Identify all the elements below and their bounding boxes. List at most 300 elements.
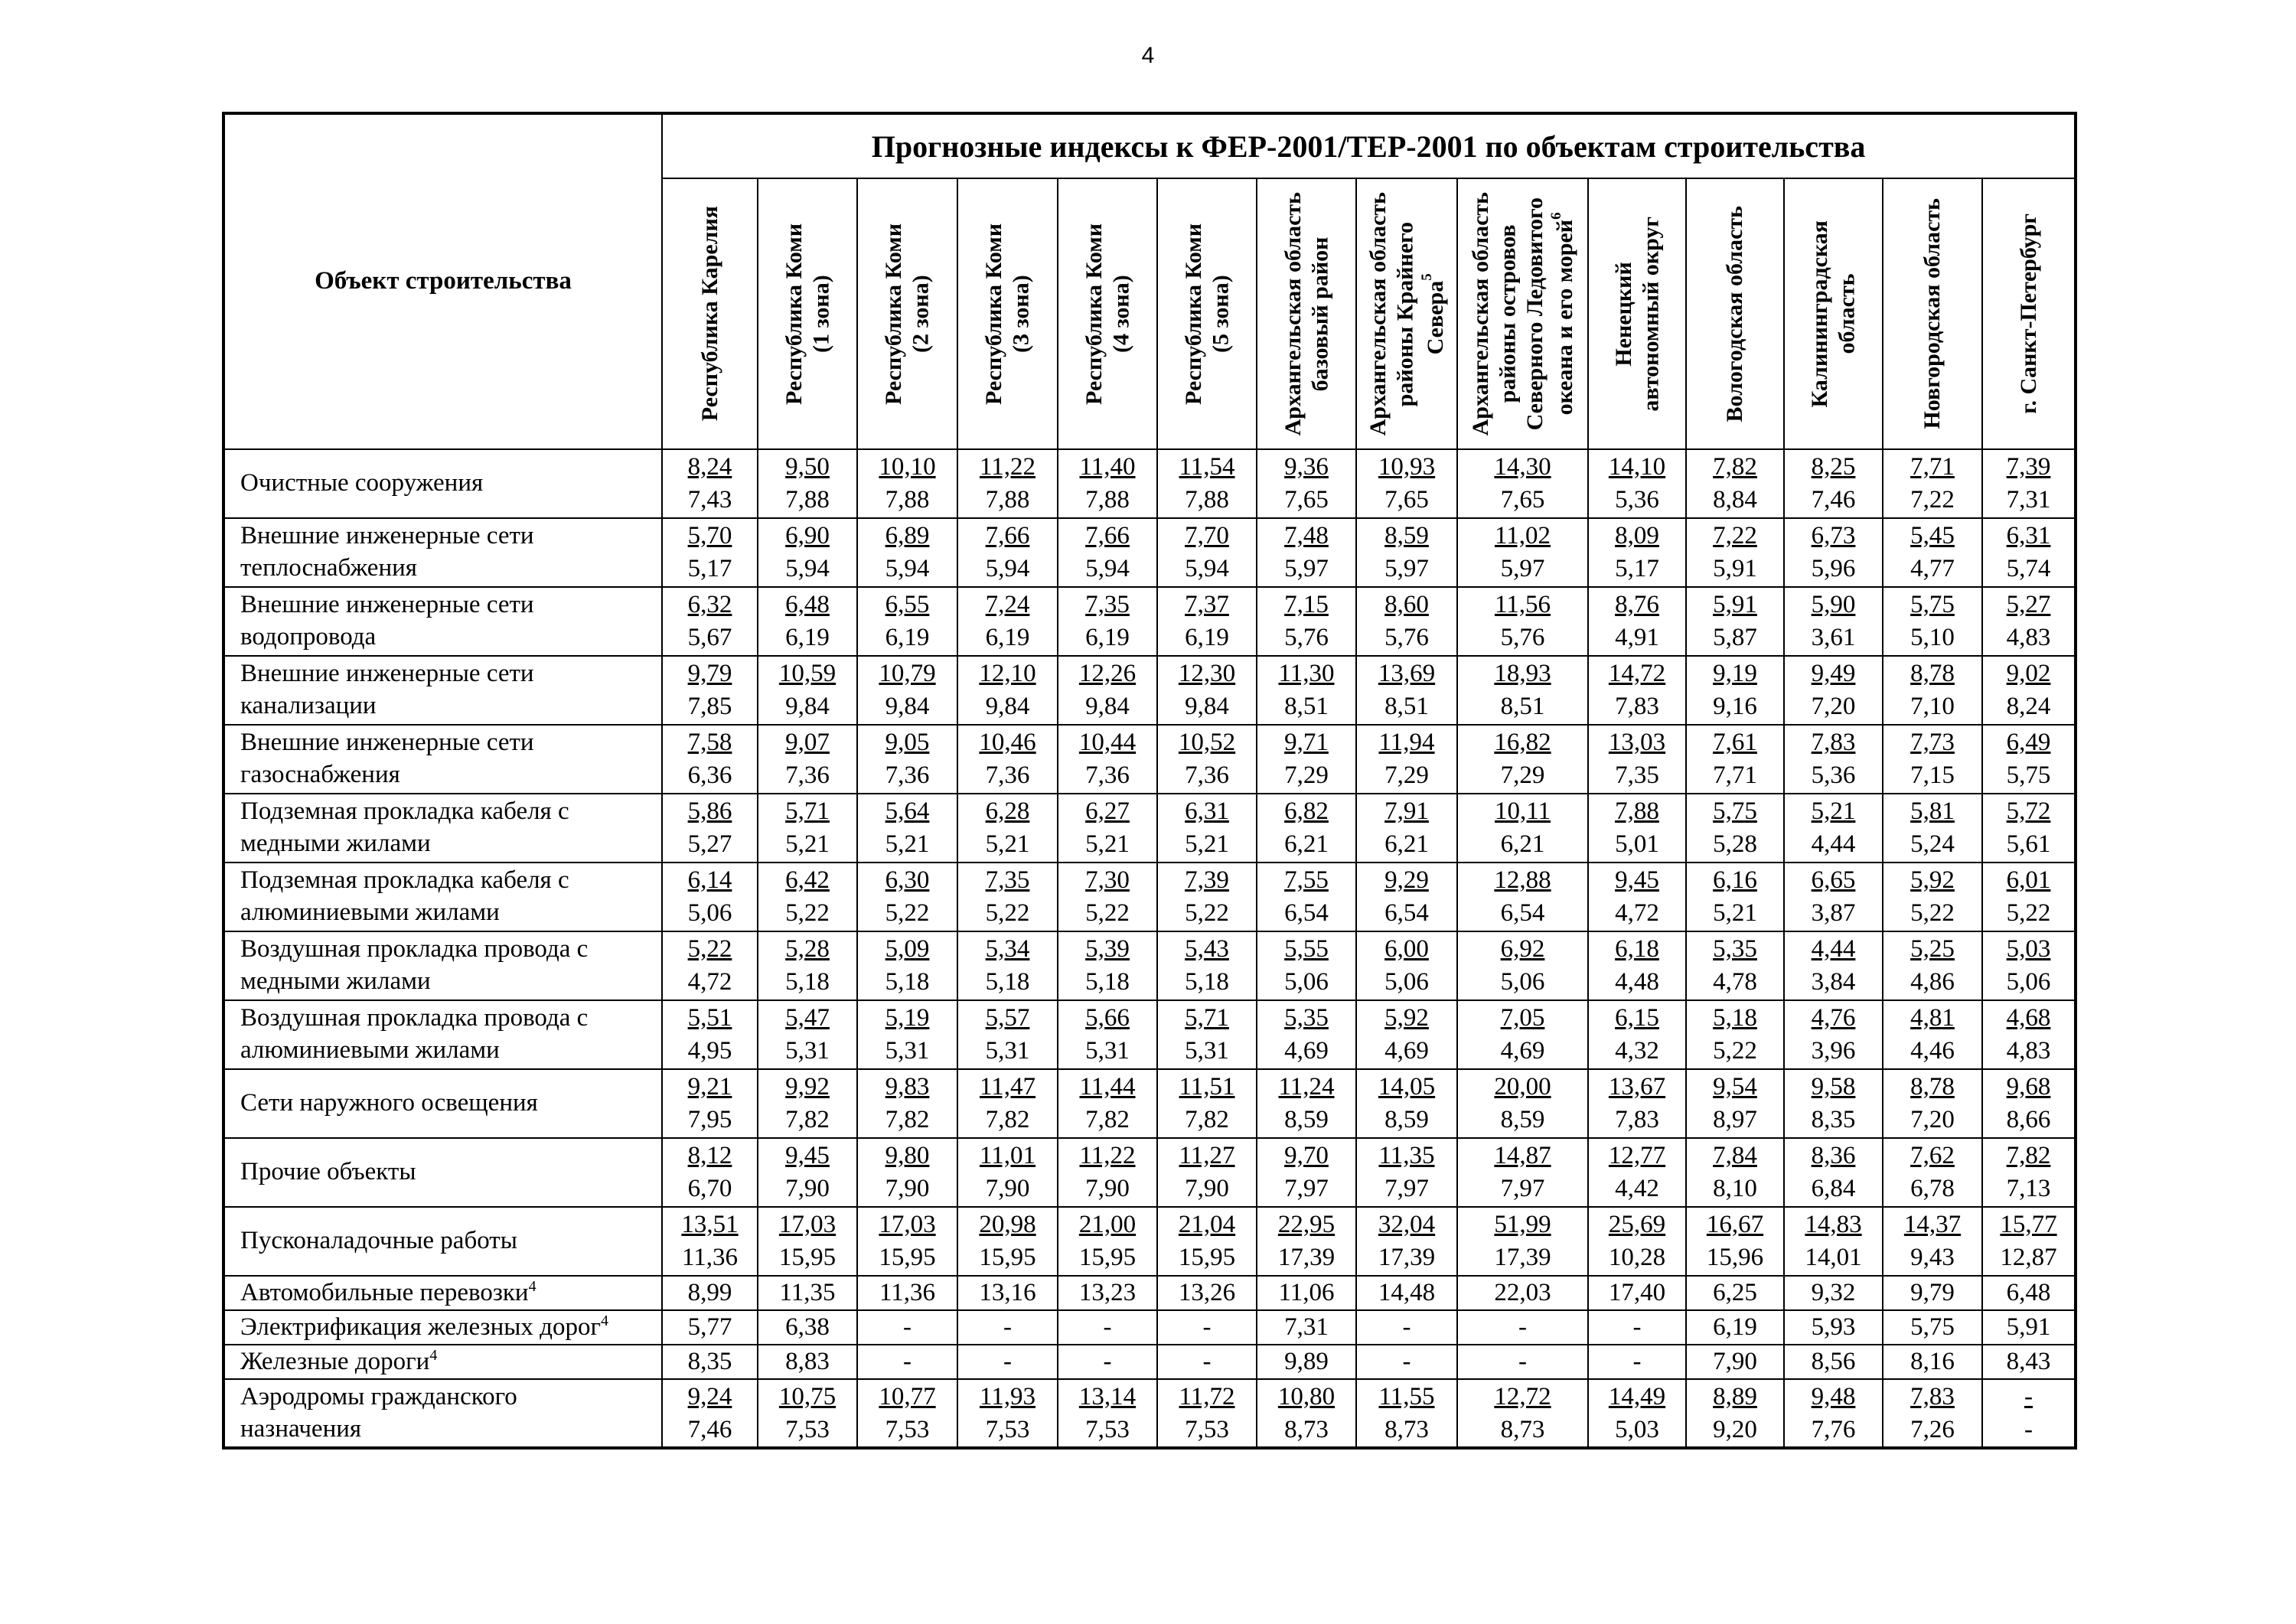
index-value-bottom: 7,83 [1615,693,1659,720]
index-value-bottom: 7,36 [785,761,830,789]
index-cell [1686,931,1784,1000]
index-value-bottom: 5,22 [1713,1037,1757,1065]
index-value-top: 6,18 [1615,935,1659,963]
index-value-bottom: 7,97 [1284,1175,1329,1202]
index-value-bottom: 6,36 [687,761,732,789]
index-value-bottom: 5,27 [687,830,732,858]
index-value-bottom: 7,36 [1185,761,1229,789]
index-value-bottom: 5,87 [1713,624,1757,651]
region-header-line: Республика Карелия [696,206,722,422]
index-value-bottom: 5,21 [1085,830,1130,858]
index-cell [1588,1276,1686,1310]
region-header [1982,178,2076,449]
index-value-bottom: 9,16 [1713,693,1757,720]
index-value-bottom: 7,10 [1910,693,1955,720]
index-cell [1257,449,1356,518]
index-cell [1588,587,1686,656]
index-value-top: 5,45 [1910,522,1955,549]
table-row [223,1276,2076,1310]
index-cell [758,1000,857,1069]
index-value: - [1003,1313,1012,1341]
index-cell [1356,1207,1457,1276]
index-value-top: 8,76 [1615,591,1659,618]
index-value-top: 8,60 [1384,591,1429,618]
index-value: 7,90 [1713,1348,1757,1375]
index-cell [1883,587,1982,656]
index-cell [857,518,957,587]
index-cell [1058,863,1157,931]
index-value-top: 7,84 [1713,1142,1757,1169]
index-cell [1356,449,1457,518]
index-value-top: 13,14 [1078,1382,1137,1410]
index-value-bottom: 3,61 [1811,624,1856,651]
index-cell [1588,1345,1686,1379]
region-header-line: Республика Коми [1180,223,1206,405]
index-value-top: 10,46 [979,729,1036,756]
index-cell [1157,1207,1257,1276]
index-cell [758,587,857,656]
index-value-bottom: 6,19 [1185,624,1229,651]
index-value-top: 10,93 [1378,453,1436,481]
index-cell [1257,1069,1356,1138]
index-cell [1588,449,1686,518]
object-name: Автомобильные перевозки$^4$ [223,1276,662,1310]
index-cell [1982,794,2076,863]
index-value-top: 7,55 [1284,866,1329,894]
index-cell [1784,449,1883,518]
index-value-bottom: 7,13 [2006,1175,2051,1202]
index-value-top: 11,47 [979,1073,1036,1101]
index-value-top: 6,65 [1811,866,1856,894]
index-cell [1356,1138,1457,1207]
region-header-line: (3 зона) [1008,275,1034,353]
index-value-top: 9,54 [1713,1073,1757,1101]
index-value-bottom: 9,84 [1085,693,1130,720]
index-value-top: 6,82 [1284,797,1329,825]
index-value-bottom: 8,73 [1384,1415,1429,1443]
index-value-top: 7,83 [1910,1382,1955,1410]
index-value-top: 11,56 [1494,591,1551,618]
index-cell [1883,518,1982,587]
index-value-bottom: 5,97 [1500,555,1545,582]
index-value-bottom: 4,42 [1615,1175,1659,1202]
index-value: 9,79 [1910,1279,1955,1306]
index-cell [1058,1310,1157,1345]
index-value-top: 10,52 [1178,729,1236,756]
index-cell [957,1276,1058,1310]
index-value-top: 7,35 [985,866,1030,894]
index-value-bottom: 17,39 [1494,1244,1551,1271]
index-value-bottom: 7,83 [1615,1106,1659,1133]
table-row [223,587,2076,656]
index-value-top: 11,54 [1179,453,1235,481]
index-value-top: 9,83 [885,1073,930,1101]
index-value-top: 9,92 [785,1073,830,1101]
index-value-top: 5,75 [1910,591,1955,618]
index-value-top: 9,80 [885,1142,930,1169]
index-value-bottom: 6,54 [1500,899,1545,927]
index-cell [662,725,758,794]
index-value: - [1103,1313,1112,1341]
index-value-bottom: 7,88 [985,486,1030,514]
index-value-bottom: 7,35 [1615,761,1659,789]
index-cell [1457,931,1588,1000]
index-value-top: 5,43 [1185,935,1229,963]
table-title: Прогнозные индексы к ФЕР-2001/ТЕР-2001 по объектам строительства [662,113,2076,178]
index-cell [662,794,758,863]
index-value-bottom: 5,17 [687,555,732,582]
index-value-top: 8,24 [687,453,732,481]
index-value-top: 6,90 [785,522,830,549]
index-value-bottom: 5,18 [885,968,930,996]
region-header [1686,178,1784,449]
region-header-line: (1 зона) [808,275,833,353]
index-cell [1883,1310,1982,1345]
index-cell [1982,518,2076,587]
index-value: 5,91 [2006,1313,2051,1341]
index-value-top: 20,00 [1494,1073,1551,1101]
region-header-text [1180,223,1234,405]
index-cell [957,1310,1058,1345]
index-cell [1784,725,1883,794]
index-value-bottom: 15,95 [879,1244,936,1271]
index-cell [1058,1207,1157,1276]
index-cell [1686,1276,1784,1310]
index-value-top: 11,22 [1079,1142,1136,1169]
index-value-bottom: 5,31 [885,1037,930,1065]
index-value-top: 9,70 [1284,1142,1329,1169]
index-cell [1784,587,1883,656]
index-cell [1784,1379,1883,1448]
index-cell [662,518,758,587]
index-value-top: 10,59 [778,660,837,687]
index-value-top: 6,32 [687,591,732,618]
region-header [1883,178,1982,449]
index-value-top: 9,36 [1284,453,1329,481]
index-value-top: 5,35 [1713,935,1757,963]
index-value-bottom: 5,06 [1284,968,1329,996]
index-value-bottom: 5,36 [1811,761,1856,789]
index-value-bottom: 8,59 [1384,1106,1429,1133]
index-cell [1457,656,1588,725]
index-value: - [1518,1313,1527,1341]
index-value-bottom: 7,90 [885,1175,930,1202]
index-cell [1588,1310,1686,1345]
index-cell [1058,587,1157,656]
index-value-bottom: 5,22 [785,899,830,927]
index-value-bottom: 5,21 [1185,830,1229,858]
region-header [662,178,758,449]
index-cell [1058,518,1157,587]
index-cell [1058,1379,1157,1448]
index-cell [1157,518,1257,587]
index-value-bottom: 8,51 [1500,693,1545,720]
table-body [223,449,2076,1448]
index-cell [1356,1069,1457,1138]
region-header-text [1365,192,1449,435]
index-value-top: 11,02 [1494,522,1551,549]
index-cell [1457,1207,1588,1276]
index-value-top: 5,27 [2006,591,2051,618]
index-value-bottom: 7,29 [1384,761,1429,789]
index-cell [1257,725,1356,794]
index-value-top: 6,48 [785,591,830,618]
index-value-top: 21,04 [1178,1211,1236,1238]
index-value: 8,83 [785,1348,830,1375]
index-value-top: 5,91 [1713,591,1757,618]
index-cell [1157,1276,1257,1310]
index-value-bottom: 7,90 [1185,1175,1229,1202]
index-cell [1982,587,2076,656]
index-value-bottom: 8,35 [1811,1106,1856,1133]
index-value-bottom: 8,10 [1713,1175,1757,1202]
index-value-top: 11,94 [1378,729,1435,756]
index-cell [857,1310,957,1345]
index-value-bottom: 5,10 [1910,624,1955,651]
index-value-bottom: 5,18 [1185,968,1229,996]
index-value: - [1202,1348,1212,1375]
index-cell [662,1207,758,1276]
index-cell [1457,518,1588,587]
index-cell [1257,1207,1356,1276]
object-name: Электрификация железных дорог$^4$ [223,1310,662,1345]
index-value: - [1518,1348,1527,1375]
index-value-top: 5,64 [885,797,930,825]
index-cell [1686,449,1784,518]
index-value-bottom: 4,72 [687,968,732,996]
index-cell [1588,794,1686,863]
index-value-bottom: 4,69 [1384,1037,1429,1065]
index-cell [662,656,758,725]
index-value-top: 5,28 [785,935,830,963]
index-cell [1058,1069,1157,1138]
object-name: Подземная прокладка кабеля с медными жилами [223,794,662,863]
index-value-bottom: 7,36 [985,761,1030,789]
region-header-line: область [1834,273,1860,354]
index-value-top: 7,73 [1910,729,1955,756]
index-cell [857,1000,957,1069]
index-value-top: 6,30 [885,866,930,894]
index-value-bottom: 7,29 [1500,761,1545,789]
index-cell [1883,725,1982,794]
index-value-bottom: 7,88 [1085,486,1130,514]
table-row [223,1310,2076,1345]
index-value-top: 8,78 [1910,660,1955,687]
footnote-marker: 6 [1548,212,1564,220]
index-value-bottom: 4,77 [1910,555,1955,582]
index-cell [857,794,957,863]
index-cell [1157,1138,1257,1207]
index-value-top: 7,30 [1085,866,1130,894]
region-header-text [880,223,934,405]
index-value-top: 7,61 [1713,729,1757,756]
index-value-top: 17,03 [778,1211,837,1238]
index-value-top: 7,70 [1185,522,1229,549]
index-cell [1982,1379,2076,1448]
index-value-top: 4,68 [2006,1004,2051,1032]
index-cell [1356,1276,1457,1310]
index-value: - [1202,1313,1212,1341]
index-value-top: 8,25 [1811,453,1856,481]
index-value-top: 5,34 [985,935,1030,963]
index-cell [957,1000,1058,1069]
index-value-top: 6,00 [1384,935,1429,963]
index-cell [758,656,857,725]
index-value-top: 20,98 [979,1211,1036,1238]
region-header-text [1721,206,1748,422]
region-header-text [2015,214,2042,414]
index-value: 7,31 [1284,1313,1329,1341]
index-cell [1457,1345,1588,1379]
index-cell [1356,518,1457,587]
index-value-bottom: 15,95 [979,1244,1036,1271]
index-value-bottom: 6,78 [1910,1175,1955,1202]
index-value-top: 7,91 [1384,797,1429,825]
index-cell [1588,656,1686,725]
index-cell [1883,449,1982,518]
table-row [223,794,2076,863]
index-cell [1883,1000,1982,1069]
index-cell [1784,931,1883,1000]
index-value: 8,56 [1811,1348,1856,1375]
index-value-bottom: 5,31 [1085,1037,1130,1065]
index-cell [662,1345,758,1379]
table-row [223,1138,2076,1207]
index-value: 13,16 [979,1279,1036,1306]
index-value-top: 13,69 [1378,660,1436,687]
index-value-bottom: 9,84 [1185,693,1229,720]
region-header-line: Республика Коми [781,223,807,405]
index-value-bottom: 5,74 [2006,555,2051,582]
index-value-bottom: 8,59 [1284,1106,1329,1133]
index-value-top: 6,01 [2006,866,2051,894]
index-value-bottom: 5,97 [1284,555,1329,582]
index-cell [1457,1069,1588,1138]
index-cell [1588,725,1686,794]
index-value-top: 4,44 [1811,935,1856,963]
index-value-bottom: 7,36 [1085,761,1130,789]
index-value-top: 16,82 [1494,729,1551,756]
index-value-top: 6,49 [2006,729,2051,756]
table-row [223,1000,2076,1069]
region-header-line: автономный округ [1638,216,1663,412]
index-value-bottom: 4,44 [1811,830,1856,858]
index-cell [758,1138,857,1207]
index-cell [758,449,857,518]
index-cell [1686,1345,1784,1379]
object-name: Воздушная прокладка провода с медными жилами [223,931,662,1000]
index-value-top: 10,80 [1277,1382,1336,1410]
footnote-marker: 4 [601,1312,608,1329]
index-cell [1157,656,1257,725]
index-value-top: 6,92 [1500,935,1545,963]
index-cell [1257,863,1356,931]
index-value-top: 22,95 [1277,1211,1336,1238]
index-cell [662,931,758,1000]
index-cell [957,1138,1058,1207]
index-cell [1257,794,1356,863]
index-value-top: 9,45 [785,1142,830,1169]
index-value-top: 6,16 [1713,866,1757,894]
index-value-top: 10,75 [778,1382,837,1410]
index-value-top: 7,15 [1284,591,1329,618]
index-cell [662,863,758,931]
index-value-bottom: 6,19 [1085,624,1130,651]
index-value: 17,40 [1608,1279,1666,1306]
index-value-top: 5,51 [687,1004,732,1032]
object-name: Внешние инженерные сети теплоснабжения [223,518,662,587]
object-name: Аэродромы гражданского назначения [223,1379,662,1448]
index-value-bottom: 4,86 [1910,968,1955,996]
index-cell [1058,794,1157,863]
index-value-bottom: 6,84 [1811,1175,1856,1202]
index-value-top: 6,42 [785,866,830,894]
index-value-bottom: 7,82 [785,1106,830,1133]
index-cell [1686,1379,1784,1448]
index-cell [1883,1207,1982,1276]
index-value-top: 7,37 [1185,591,1229,618]
index-value-bottom: 5,22 [885,899,930,927]
index-value-bottom: 4,95 [687,1037,732,1065]
index-value-bottom: 5,22 [2006,899,2051,927]
table-row [223,725,2076,794]
index-value-top: 9,02 [2006,660,2051,687]
index-value-top: 9,45 [1615,866,1659,894]
region-header-line: Новгородская область [1919,198,1945,429]
index-value-bottom: 5,31 [1185,1037,1229,1065]
index-value-top: 11,93 [979,1382,1036,1410]
index-value-bottom: 4,46 [1910,1037,1955,1065]
index-cell [957,863,1058,931]
index-cell [957,1207,1058,1276]
index-value-bottom: 5,06 [1500,968,1545,996]
index-cell [1257,1345,1356,1379]
index-value-bottom: 6,19 [885,624,930,651]
index-cell [1784,518,1883,587]
index-value-top: 11,01 [979,1142,1036,1169]
index-value-top: 5,47 [785,1004,830,1032]
index-cell [1058,656,1157,725]
index-value-bottom: 7,15 [1910,761,1955,789]
index-cell [1883,863,1982,931]
index-value-bottom: 5,03 [1615,1415,1659,1443]
index-value-bottom: 5,22 [1910,899,1955,927]
index-value-top: 8,59 [1384,522,1429,549]
index-cell [758,1276,857,1310]
index-value-top: 14,30 [1494,453,1551,481]
index-value-bottom: 3,84 [1811,968,1856,996]
index-cell [1686,794,1784,863]
index-value-bottom: 7,90 [785,1175,830,1202]
index-cell [857,656,957,725]
index-cell [758,1345,857,1379]
index-value-top: 9,50 [785,453,830,481]
index-value-top: 11,44 [1079,1073,1136,1101]
index-value-bottom: 7,43 [687,486,732,514]
index-cell [957,1379,1058,1448]
index-value-bottom: 7,82 [985,1106,1030,1133]
index-cell [1457,863,1588,931]
index-value: 14,48 [1378,1279,1436,1306]
region-header-line: Северного Ледовитого [1521,197,1548,431]
index-cell [1784,1000,1883,1069]
index-cell [1356,863,1457,931]
index-value-top: 9,07 [785,729,830,756]
index-value-bottom: 4,83 [2006,1037,2051,1065]
index-value-top: 8,89 [1713,1382,1757,1410]
index-value-bottom: 6,21 [1500,830,1545,858]
index-cell [1883,1138,1982,1207]
